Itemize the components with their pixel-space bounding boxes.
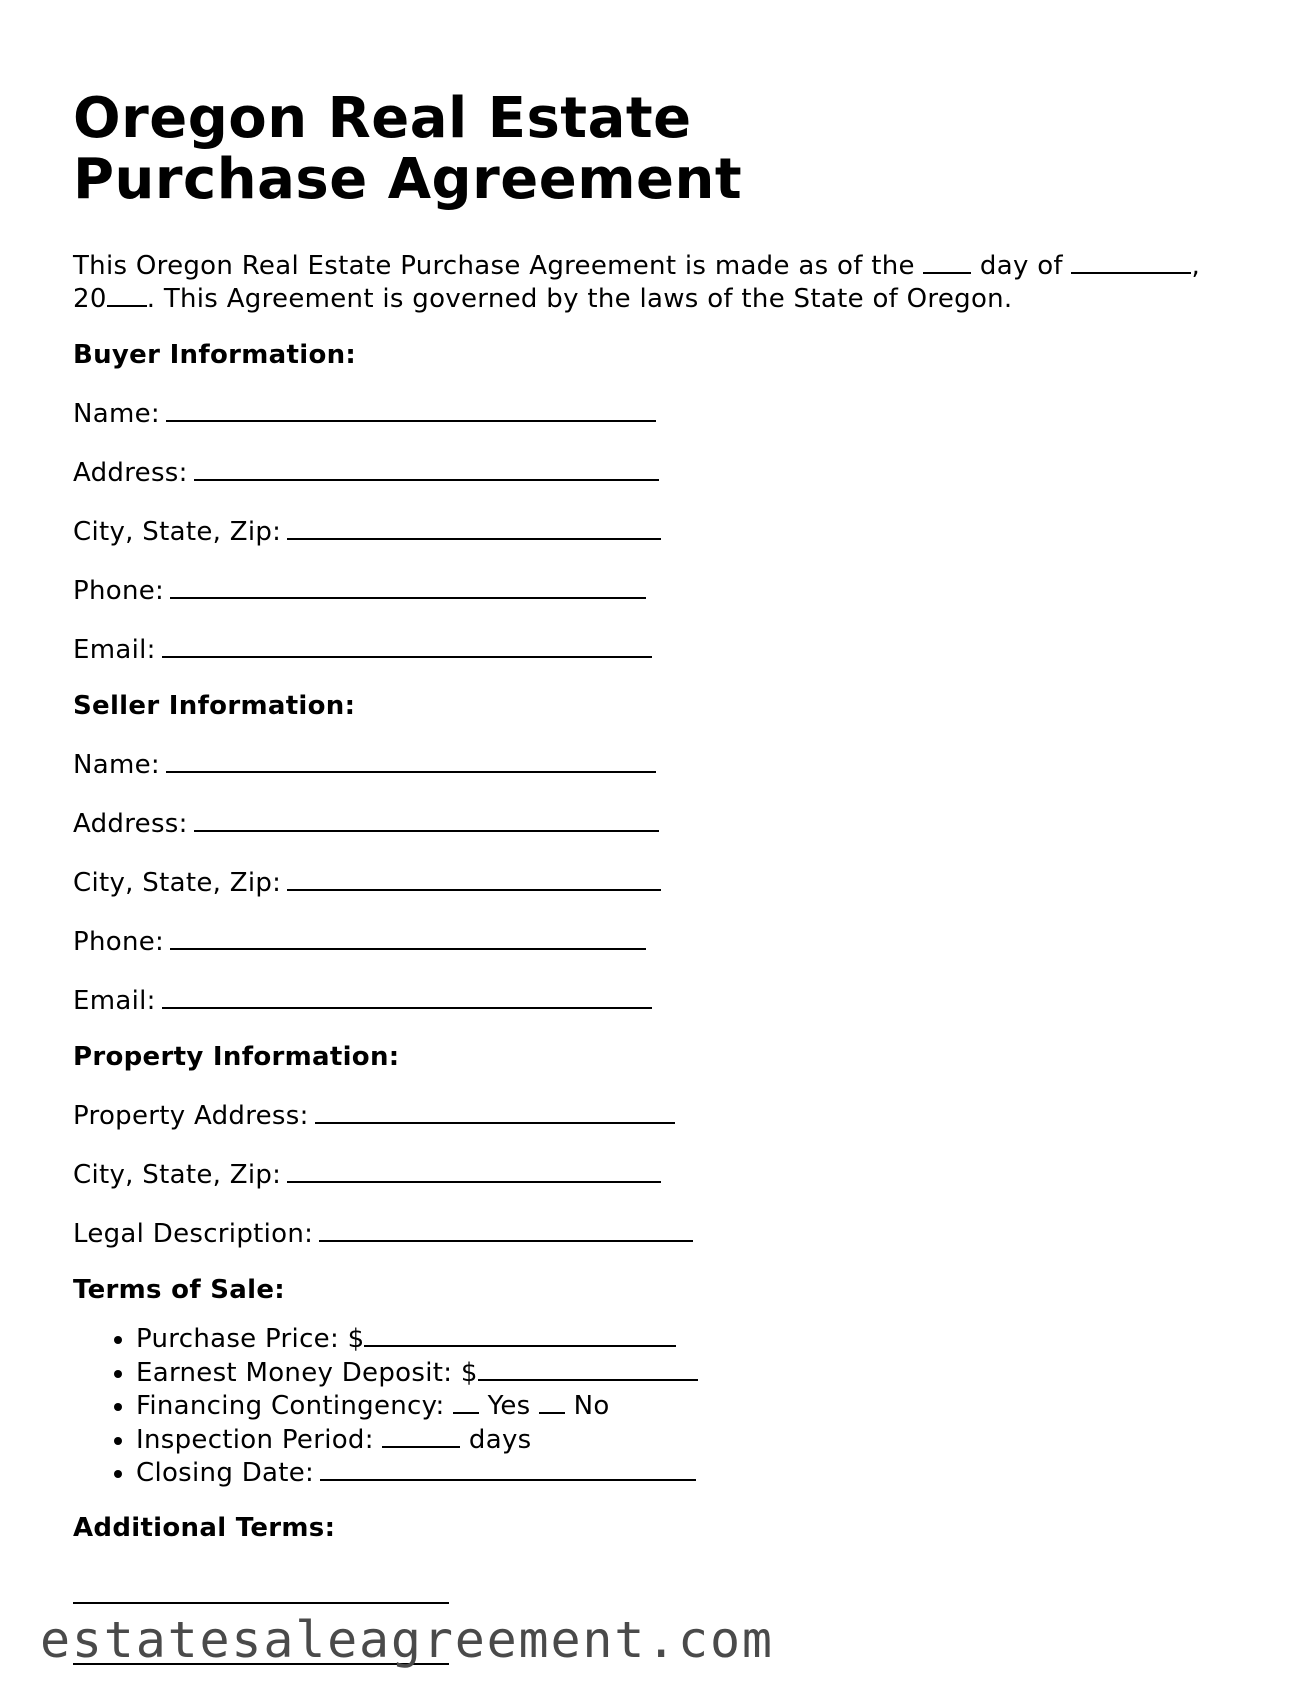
intro-text-1: This Oregon Real Estate Purchase Agreement is made as of the	[73, 251, 924, 281]
closing-date-item	[136, 1455, 1233, 1489]
buyer-city-label: City, State, Zip:	[73, 517, 282, 547]
inspection-period-unit: days	[460, 1424, 532, 1455]
buyer-address-label: Address:	[73, 458, 188, 488]
seller-address-blank[interactable]	[194, 806, 659, 832]
buyer-name-label: Name:	[73, 399, 160, 429]
site-watermark: estatesaleagreement.com	[40, 1611, 774, 1669]
seller-email-field	[73, 983, 1233, 1016]
legal-description-field	[73, 1216, 1233, 1249]
purchase-price-label: Purchase Price: $	[136, 1324, 365, 1354]
earnest-money-item	[136, 1355, 1233, 1389]
buyer-phone-label: Phone:	[73, 576, 165, 606]
seller-address-field	[73, 806, 1233, 839]
financing-contingency-label: Financing Contingency:	[136, 1391, 454, 1421]
buyer-phone-field	[73, 573, 1233, 606]
earnest-money-blank[interactable]	[478, 1355, 698, 1381]
intro-text-3: , 20	[73, 251, 1201, 314]
seller-phone-label: Phone:	[73, 927, 165, 957]
buyer-address-blank[interactable]	[194, 455, 659, 481]
inspection-period-blank[interactable]	[382, 1422, 460, 1448]
legal-description-blank[interactable]	[319, 1216, 693, 1242]
inspection-period-item	[136, 1422, 1233, 1456]
day-blank[interactable]	[923, 248, 971, 274]
additional-terms-line-1[interactable]	[73, 1600, 449, 1604]
intro-text-2: day of	[971, 251, 1072, 281]
seller-email-label: Email:	[73, 986, 156, 1016]
seller-city-field	[73, 865, 1233, 898]
buyer-address-field	[73, 455, 1233, 488]
inspection-period-label: Inspection Period:	[136, 1424, 383, 1455]
seller-city-label: City, State, Zip:	[73, 868, 282, 898]
property-city-blank[interactable]	[287, 1157, 661, 1183]
buyer-name-blank[interactable]	[166, 396, 656, 422]
seller-information-heading: Seller Information:	[73, 691, 356, 721]
buyer-email-label: Email:	[73, 635, 156, 665]
financing-no-label: No	[565, 1391, 610, 1421]
document-title: Oregon Real Estate Purchase Agreement	[73, 86, 743, 212]
month-blank[interactable]	[1071, 248, 1191, 274]
seller-phone-blank[interactable]	[170, 924, 646, 950]
additional-terms-heading: Additional Terms:	[73, 1512, 336, 1543]
seller-email-blank[interactable]	[162, 983, 652, 1009]
purchase-price-item	[136, 1321, 1233, 1355]
financing-no-blank[interactable]	[539, 1388, 565, 1414]
purchase-price-blank[interactable]	[364, 1321, 676, 1347]
buyer-name-field	[73, 396, 1233, 429]
seller-city-blank[interactable]	[287, 865, 661, 891]
seller-address-label: Address:	[73, 809, 188, 839]
property-city-label: City, State, Zip:	[73, 1160, 282, 1190]
agreement-document	[73, 88, 1233, 1665]
buyer-city-blank[interactable]	[287, 514, 661, 540]
property-address-label: Property Address:	[73, 1101, 309, 1131]
buyer-phone-blank[interactable]	[170, 573, 646, 599]
property-address-blank[interactable]	[315, 1098, 675, 1124]
closing-date-label: Closing Date:	[136, 1458, 315, 1488]
seller-phone-field	[73, 924, 1233, 957]
earnest-money-label: Earnest Money Deposit: $	[136, 1357, 478, 1388]
buyer-information-heading: Buyer Information:	[73, 340, 357, 370]
property-information-heading: Property Information:	[73, 1042, 400, 1072]
intro-text-4: . This Agreement is governed by the laws of the State of Oregon.	[146, 284, 1013, 314]
terms-of-sale-heading: Terms of Sale:	[73, 1275, 285, 1305]
seller-name-label: Name:	[73, 750, 160, 780]
seller-name-blank[interactable]	[166, 747, 656, 773]
financing-yes-blank[interactable]	[453, 1388, 479, 1414]
financing-contingency-item	[136, 1388, 1233, 1422]
seller-name-field	[73, 747, 1233, 780]
financing-yes-label: Yes	[479, 1391, 540, 1421]
legal-description-label: Legal Description:	[73, 1219, 314, 1249]
property-city-field	[73, 1157, 1233, 1190]
closing-date-blank[interactable]	[320, 1455, 696, 1481]
buyer-email-blank[interactable]	[162, 632, 652, 658]
year-blank[interactable]	[107, 281, 147, 307]
buyer-email-field	[73, 632, 1233, 665]
terms-list	[73, 1321, 1233, 1489]
intro-paragraph	[73, 248, 1213, 314]
property-address-field	[73, 1098, 1233, 1131]
buyer-city-field	[73, 514, 1233, 547]
